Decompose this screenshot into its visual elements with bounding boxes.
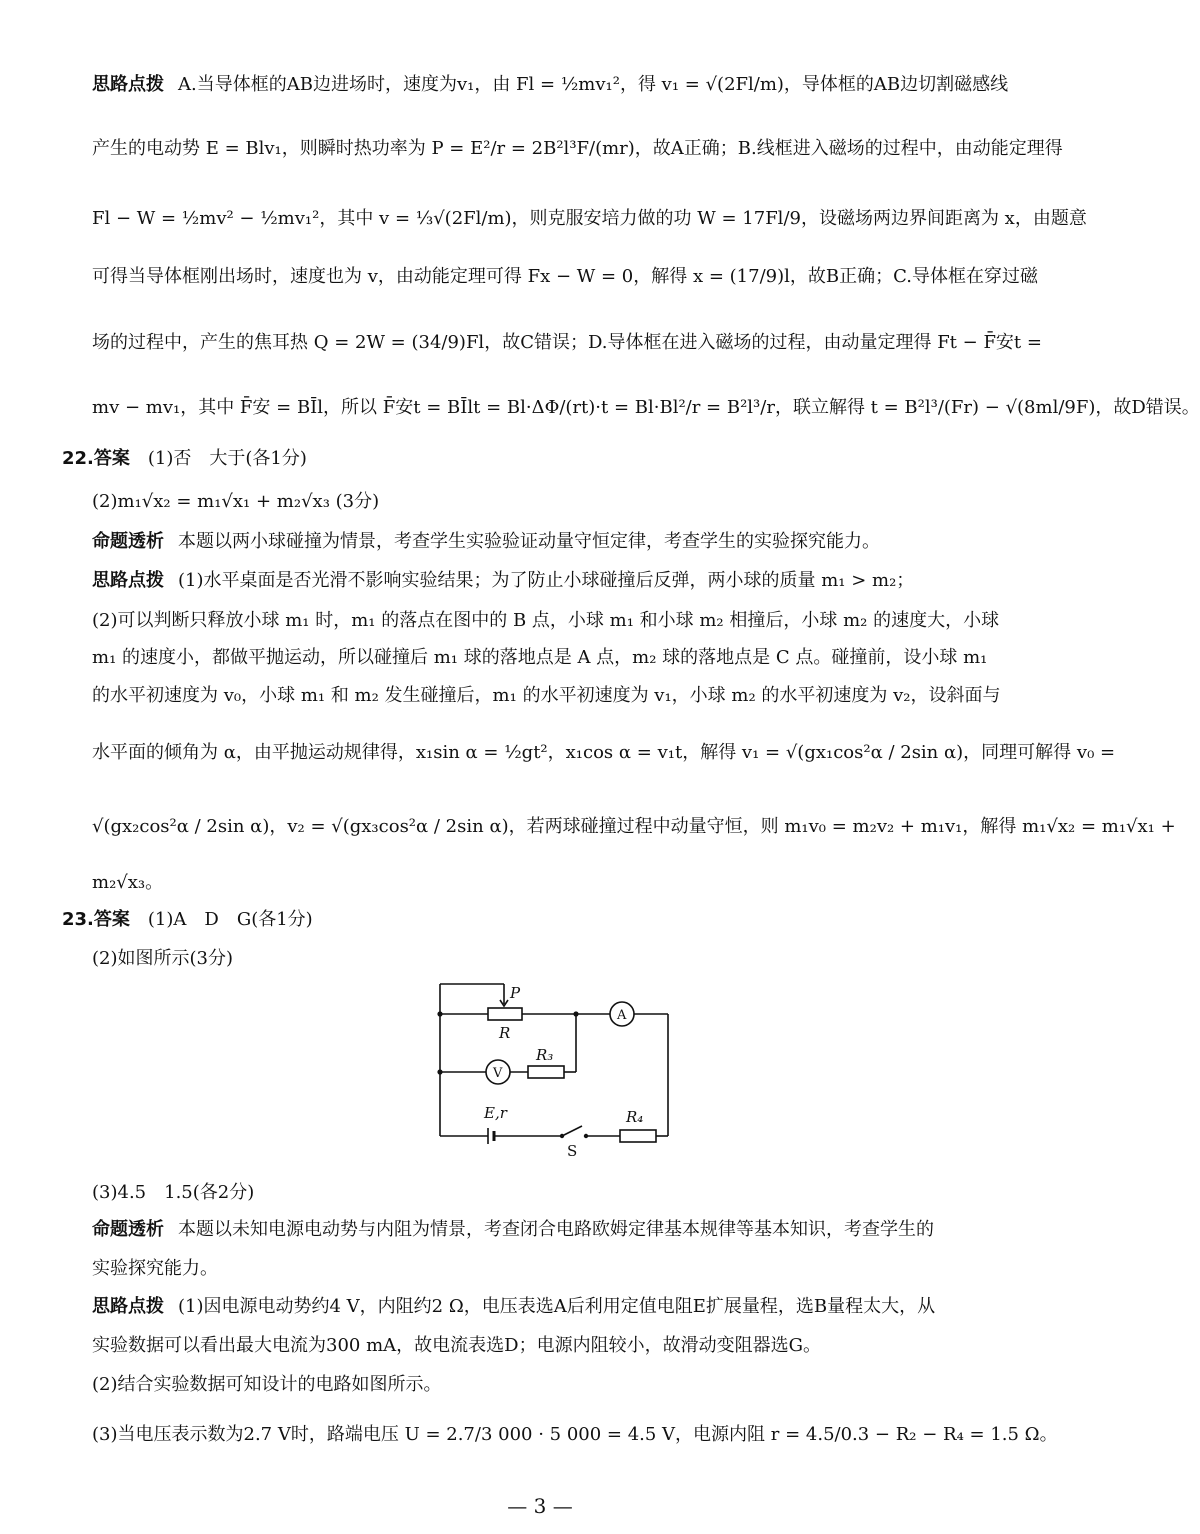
resistor-R <box>488 1008 522 1020</box>
q22-answer-line <box>62 444 1020 470</box>
q22-number: 22. <box>62 448 94 469</box>
switch-dot <box>560 1134 564 1138</box>
q21-hint-label: 思路点拨 <box>92 74 164 95</box>
resistor-R4 <box>620 1130 656 1142</box>
q23-intent-line-1 <box>92 1215 1020 1241</box>
label-R4: R₄ <box>626 1108 644 1126</box>
label-S: S <box>567 1142 578 1160</box>
q21-line-2: 产生的电动势 E = Blv₁，则瞬时热功率为 P = E²/r = 2B²l³F/(mr)，故A正确；B.线框进入磁场的过程中，由动能定理得 <box>92 138 1063 159</box>
switch-blade <box>562 1126 582 1136</box>
q23-answer-line <box>62 905 1020 931</box>
q23-answer-1: (1)A D G(各1分) <box>147 909 313 930</box>
q23-hint-line-1 <box>92 1292 1020 1318</box>
label-Er: E,r <box>484 1104 507 1122</box>
q22-hint2-line-3: 的水平初速度为 v₀，小球 m₁ 和 m₂ 发生碰撞后，m₁ 的水平初速度为 v₁，小球 m₂ 的水平初速度为 v₂，设斜面与 <box>92 685 1001 706</box>
q21-line-6: mv − mv₁，其中 F̄安 = BĪl，所以 F̄安t = BĪlt = Bl·ΔΦ/(rt)·t = Bl·Bl²/r = B²l³/r，联立解得 t = B²l³/(Fr) − √(8ml/9F)，故D错误。 <box>92 397 1200 418</box>
q22-intent-line <box>92 527 1020 553</box>
resistor-R3 <box>528 1066 564 1078</box>
q22-hint2-line-1: (2)可以判断只释放小球 m₁ 时，m₁ 的落点在图中的 B 点，小球 m₁ 和小球 m₂ 相撞后，小球 m₂ 的速度大，小球 <box>92 610 1000 631</box>
label-R3: R₃ <box>536 1046 554 1064</box>
q22-intent-label: 命题透析 <box>92 531 164 552</box>
q22-hint-line <box>92 566 1020 592</box>
q23-answer-2: (2)如图所示(3分) <box>92 948 233 969</box>
switch-dot <box>584 1134 588 1138</box>
q23-hint-line-4: (3)当电压表示数为2.7 V时，路端电压 U = 2.7/3 000 · 5 000 = 4.5 V，电源内阻 r = 4.5/0.3 − R₂ − R₄ = 1.5 Ω。 <box>92 1424 1058 1445</box>
q23-number: 23. <box>62 909 94 930</box>
q22-hint2-line-5: √(gx₂cos²α / 2sin α)，v₂ = √(gx₃cos²α / 2sin α)，若两球碰撞过程中动量守恒，则 m₁v₀ = m₂v₂ + m₁v₁，解得 m₁√x₂ = m₁√x₁ + <box>92 816 1176 837</box>
label-V: V <box>493 1066 503 1081</box>
q22-hint-label: 思路点拨 <box>92 570 164 591</box>
q23-hint-label: 思路点拨 <box>92 1296 164 1317</box>
label-R: R <box>499 1024 511 1042</box>
q23-answer-3: (3)4.5 1.5(各2分) <box>92 1182 255 1203</box>
q22-hint2-line-2: m₁ 的速度小，都做平抛运动，所以碰撞后 m₁ 球的落地点是 A 点，m₂ 球的落地点是 C 点。碰撞前，设小球 m₁ <box>92 647 988 668</box>
page-number: — 3 — <box>507 1494 573 1518</box>
label-A: A <box>617 1008 627 1023</box>
label-P: P <box>510 984 521 1002</box>
q23-intent-text-1: 本题以未知电源电动势与内阻为情景，考查闭合电路欧姆定律基本规律等基本知识，考查学生的 <box>178 1219 934 1240</box>
q23-hint-line-3: (2)结合实验数据可知设计的电路如图所示。 <box>92 1374 442 1395</box>
q23-answer-label: 答案 <box>93 909 130 930</box>
junction-dot <box>573 1011 578 1016</box>
q22-answer-1: (1)否 大于(各1分) <box>147 448 307 469</box>
q23-intent-line-2: 实验探究能力。 <box>92 1258 218 1279</box>
q22-answer-label: 答案 <box>93 448 130 469</box>
q22-hint2-line-6: m₂√x₃。 <box>92 872 164 893</box>
q22-hint2-line-4: 水平面的倾角为 α，由平抛运动规律得，x₁sin α = ½gt²，x₁cos α = v₁t，解得 v₁ = √(gx₁cos²α / 2sin α)，同理可解得 v₀ = <box>92 742 1116 763</box>
q22-answer-2: (2)m₁√x₂ = m₁√x₁ + m₂√x₃ (3分) <box>92 491 380 512</box>
q21-text-1: A.当导体框的AB边进场时，速度为v₁，由 Fl = ½mv₁²，得 v₁ = √(2Fl/m)，导体框的AB边切割磁感线 <box>178 74 1009 95</box>
circuit-diagram <box>436 978 672 1160</box>
q21-line-3: Fl − W = ½mv² − ½mv₁²，其中 v = ⅓√(2Fl/m)，则克服安培力做的功 W = 17Fl/9，设磁场两边界间距离为 x，由题意 <box>92 208 1087 229</box>
q22-intent-text: 本题以两小球碰撞为情景，考查学生实验验证动量守恒定律，考查学生的实验探究能力。 <box>178 531 880 552</box>
q23-hint-1a: (1)因电源电动势约4 V，内阻约2 Ω，电压表选A后利用定值电阻E扩展量程，选B量程太大，从 <box>178 1296 936 1317</box>
q22-hint-1: (1)水平桌面是否光滑不影响实验结果；为了防止小球碰撞后反弹，两小球的质量 m₁ > m₂； <box>178 570 915 591</box>
q21-line-5: 场的过程中，产生的焦耳热 Q = 2W = (34/9)Fl，故C错误；D.导体框在进入磁场的过程，由动量定理得 Ft − F̄安t = <box>92 332 1042 353</box>
q23-intent-label: 命题透析 <box>92 1219 164 1240</box>
junction-dot <box>437 1011 442 1016</box>
junction-dot <box>437 1069 442 1074</box>
q21-line-1 <box>92 70 1020 96</box>
q21-line-4: 可得当导体框刚出场时，速度也为 v，由动能定理可得 Fx − W = 0，解得 x = (17/9)l，故B正确；C.导体框在穿过磁 <box>92 266 1038 287</box>
q23-hint-line-2: 实验数据可以看出最大电流为300 mA，故电流表选D；电源内阻较小，故滑动变阻器选G。 <box>92 1335 821 1356</box>
